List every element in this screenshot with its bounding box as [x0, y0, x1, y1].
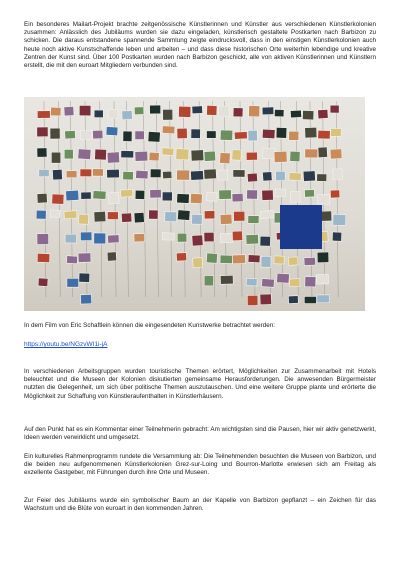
hanging-string	[156, 101, 158, 297]
postcard	[249, 106, 260, 117]
postcard	[304, 257, 316, 265]
postcard	[134, 212, 144, 222]
postcard	[80, 169, 92, 177]
postcard	[246, 234, 259, 244]
postcard-wall-image	[24, 97, 365, 311]
postcard	[247, 190, 258, 199]
postcard	[232, 255, 245, 264]
postcard	[176, 149, 189, 160]
postcard	[261, 256, 271, 267]
postcard	[177, 210, 190, 221]
postcard	[305, 127, 317, 138]
hanging-string	[126, 101, 128, 297]
postcard	[50, 128, 60, 139]
postcard	[247, 295, 258, 305]
postcard	[234, 132, 247, 140]
postcard	[204, 151, 216, 161]
postcard	[177, 170, 190, 180]
postcard	[233, 108, 243, 117]
postcard	[192, 235, 203, 246]
postcard	[122, 111, 133, 120]
postcard	[95, 149, 107, 160]
postcard	[80, 232, 91, 241]
postcard	[260, 236, 271, 246]
postcard	[246, 278, 257, 286]
postcard	[262, 148, 275, 159]
postcard	[134, 107, 144, 115]
postcard	[37, 148, 47, 157]
postcard	[220, 130, 233, 140]
postcard	[330, 149, 342, 159]
postcard	[162, 171, 171, 179]
postcard	[123, 171, 134, 179]
blue-textile-artwork	[280, 205, 322, 249]
postcard	[81, 192, 91, 199]
postcard	[275, 189, 286, 197]
postcard	[276, 127, 287, 138]
postcard	[274, 109, 284, 116]
postcard	[177, 128, 187, 138]
postcard	[93, 191, 106, 200]
postcard	[81, 294, 92, 304]
postcard	[65, 131, 76, 139]
postcard	[302, 110, 313, 119]
postcard	[191, 129, 201, 138]
postcard	[165, 212, 177, 222]
postcard	[37, 127, 48, 137]
postcard	[162, 192, 172, 201]
postcard	[121, 189, 133, 197]
postcard	[318, 109, 328, 118]
postcard	[106, 127, 118, 136]
postcard	[37, 234, 49, 245]
postcard	[262, 190, 274, 200]
postcard	[64, 149, 73, 159]
postcard	[220, 153, 231, 164]
postcard	[79, 273, 90, 282]
postcard	[260, 294, 272, 305]
postcard	[290, 151, 300, 161]
postcard	[135, 131, 144, 140]
postcard	[305, 277, 316, 287]
postcard	[66, 190, 79, 201]
postcard	[107, 212, 118, 220]
postcard	[232, 150, 242, 161]
postcard	[332, 232, 341, 241]
postcard	[136, 170, 149, 179]
postcard	[330, 190, 339, 198]
postcard	[192, 106, 203, 114]
postcard	[94, 233, 106, 244]
postcard	[333, 214, 346, 225]
postcard	[52, 194, 64, 204]
postcard	[317, 174, 327, 182]
postcard	[318, 195, 330, 205]
postcard	[207, 192, 218, 201]
postcard	[135, 190, 145, 199]
postcard	[232, 193, 243, 202]
postcard	[234, 211, 245, 221]
postcard	[260, 210, 273, 218]
postcard	[330, 105, 339, 113]
postcard	[51, 107, 62, 116]
postcard	[193, 258, 203, 268]
postcard	[39, 169, 49, 176]
postcard	[248, 130, 257, 141]
postcard	[162, 148, 174, 156]
postcard	[79, 105, 91, 115]
postcard	[50, 210, 60, 218]
postcard	[94, 110, 103, 118]
postcard	[121, 213, 132, 223]
postcard	[218, 106, 229, 117]
postcard	[262, 107, 274, 115]
postcard	[67, 278, 79, 287]
postcard	[150, 169, 161, 178]
postcard	[149, 152, 159, 161]
postcard	[52, 169, 62, 180]
postcard	[150, 105, 161, 114]
postcard	[149, 210, 159, 219]
comment-paragraph: Auf den Punkt hat es ein Kommentar einer Teilnehmerin gebracht: Am wichtigsten sind die Pausen, hier wir aktiv genetzwerkt, Ideen werden verwirklicht und umgesetzt.	[24, 426, 376, 442]
postcard	[36, 210, 46, 219]
postcard	[37, 193, 47, 203]
postcard	[318, 147, 328, 158]
postcard	[290, 191, 300, 202]
postcard	[219, 190, 232, 200]
postcard	[207, 105, 218, 115]
working-groups-paragraph: In verschiedenen Arbeitsgruppen wurden touristische Themen erörtert, Möglichkeiten zur Zusammenarbeit mit Hotels beleuchtet und die Museen der Kolonien diskutierten gemeinsame Herausforderungen. Die anwesenden Bürgermeister nutzten die Gelegenheit, um sich über politische Themen auszutauschen. Und eine weitere Gruppe plante und erörterte die Möglichkeit zur Schaffung von Künstleraufenthalten in Künstlerhäusern.	[24, 368, 376, 400]
postcard	[218, 170, 228, 180]
postcard	[317, 295, 330, 303]
postcard	[162, 126, 175, 134]
postcard	[289, 279, 300, 287]
program-paragraph: Ein kulturelles Rahmenprogramm rundete die Versammlung ab: Die Teilnehmenden besuchten die Museen von Barbizon, und die beiden neu aufgenommenen Künstlerkolonien Grez-sur-Loing und Bourron-Marlotte erwiesen sich am Freitag als exzellente Gastgeber, mit Führungen durch ihre Orte und Museen.	[24, 453, 376, 477]
postcard	[290, 110, 301, 118]
postcard	[163, 109, 173, 120]
postcard	[191, 150, 204, 161]
video-link[interactable]: https://youtu.be/NGzvWI1i-jA	[24, 341, 108, 348]
postcard	[220, 233, 233, 243]
postcard	[177, 233, 187, 242]
postcard	[134, 234, 145, 242]
postcard	[107, 152, 120, 163]
intro-paragraph: Ein besonderes Mailart-Projekt brachte zeitgenössische Künstlerinnen und Künstler aus verschiedenen Künstlerkolonien zusammen: Anlässlich des Jubiläums wurden sie dazu eingeladen, künstlerisch gestaltete Postkarten nach Barbizon zu schicken. Die daraus entstandene spannende Sammlung zeigte eindrucksvoll, dass in den einstigen Künstlerkolonien auch heute noch aktive Kunstschaffende leben und arbeiten – und dass diese historischen Orte weiterhin lebendige und kreative Zentren der Kunst sind. Über 100 Postkarten wurden nach Barbizon geschickt, alle von aktiven Künstlerinnen und Künstlern erstellt, die mit den euroart Mitgliedern verbunden sind.	[24, 21, 376, 70]
postcard	[66, 256, 77, 264]
postcard	[248, 216, 259, 224]
postcard	[331, 128, 342, 136]
postcard	[177, 194, 190, 204]
postcard	[207, 131, 217, 139]
postcard	[37, 111, 50, 119]
postcard	[64, 106, 74, 116]
postcard	[303, 171, 315, 182]
postcard	[150, 189, 161, 198]
tree-paragraph: Zur Feier des Jubiläums wurde ein symbolischer Baum an der Kapelle von Barbizon gepflanzt – ein Zeichen für das Wachstum und die Blüte von euroart in den kommenden Jahren.	[24, 497, 376, 513]
postcard	[37, 253, 50, 262]
postcard	[317, 252, 329, 263]
postcard	[274, 151, 287, 162]
postcard	[148, 131, 160, 142]
postcard	[220, 255, 233, 264]
postcard	[190, 193, 202, 203]
postcard	[204, 275, 213, 285]
postcard	[108, 192, 119, 204]
postcard	[288, 296, 298, 304]
postcard	[304, 190, 314, 198]
postcard	[232, 231, 242, 241]
postcard	[220, 275, 233, 284]
postcard	[247, 173, 257, 182]
postcard	[274, 256, 285, 264]
postcard	[233, 170, 245, 177]
postcard	[316, 274, 328, 284]
postcard	[304, 296, 316, 303]
postcard	[262, 172, 272, 181]
postcard	[289, 172, 302, 180]
postcard	[64, 211, 77, 219]
postcard	[288, 257, 298, 266]
postcard	[108, 109, 118, 118]
postcard	[289, 131, 299, 140]
postcard	[248, 255, 260, 263]
postcard-wall-photo	[24, 97, 365, 311]
postcard	[51, 152, 60, 163]
postcard	[262, 129, 275, 139]
postcard	[162, 233, 174, 240]
postcard	[176, 253, 186, 261]
film-paragraph: In dem Film von Eric Schaftlein können die eingesendeten Kunstwerke betrachtet werden:	[24, 322, 275, 329]
postcard	[262, 279, 275, 288]
postcard	[204, 211, 215, 219]
postcard	[204, 169, 217, 179]
postcard	[94, 211, 106, 222]
postcard	[93, 130, 103, 139]
postcard	[246, 152, 257, 160]
postcard	[305, 149, 318, 158]
postcard	[277, 273, 290, 283]
postcard	[107, 252, 116, 261]
postcard	[135, 151, 148, 161]
postcard	[107, 169, 120, 178]
postcard	[123, 131, 132, 141]
postcard	[108, 235, 120, 243]
postcard	[206, 253, 217, 263]
postcard	[220, 214, 232, 224]
postcard	[276, 171, 286, 180]
postcard	[80, 131, 92, 140]
postcard	[333, 169, 343, 180]
postcard	[204, 232, 214, 242]
postcard	[191, 171, 204, 181]
postcard	[318, 130, 330, 139]
postcard	[78, 149, 91, 160]
postcard	[192, 214, 203, 224]
postcard	[121, 151, 134, 158]
postcard	[66, 171, 77, 178]
postcard	[93, 169, 104, 176]
postcard	[179, 106, 191, 117]
postcard	[65, 234, 76, 243]
postcard	[78, 253, 91, 263]
postcard	[38, 278, 48, 287]
postcard	[78, 214, 88, 224]
